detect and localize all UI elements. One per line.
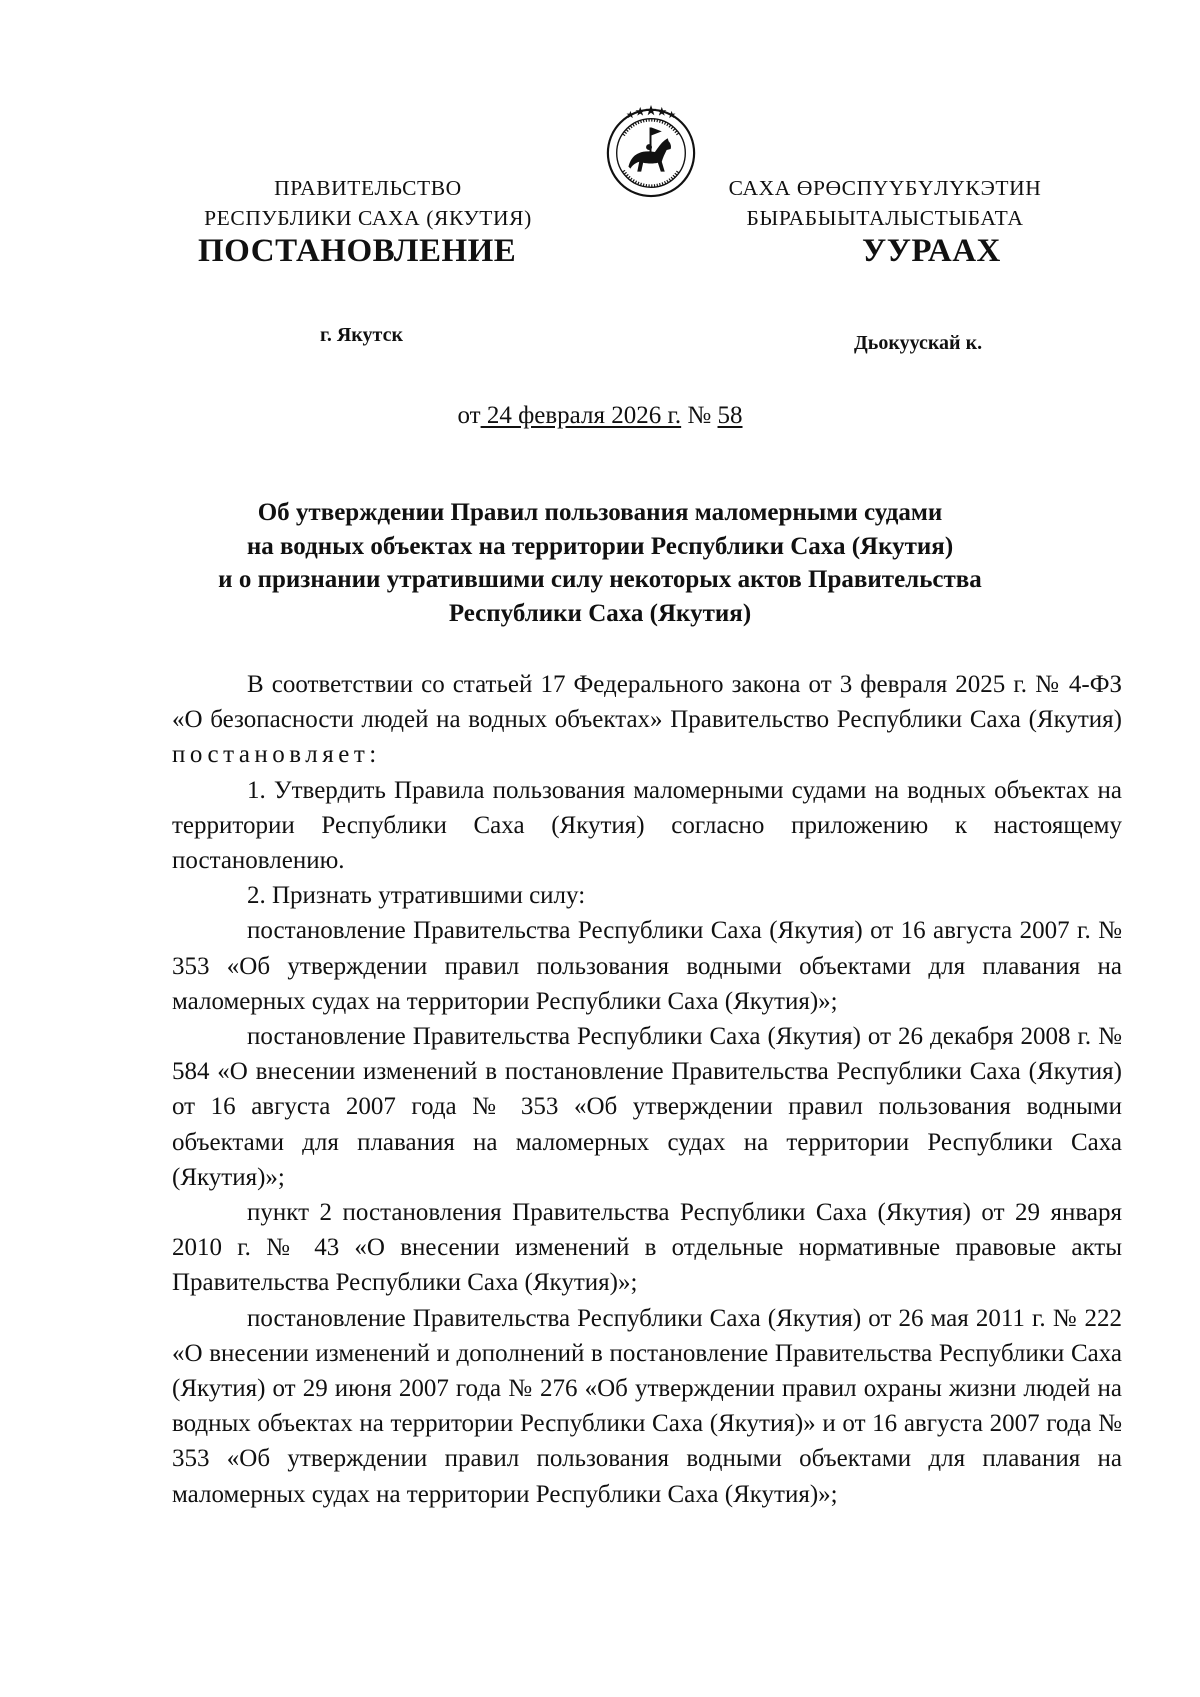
decree-word: постановляет (172, 741, 370, 769)
document-date: 24 февраля 2026 г. (480, 402, 682, 429)
decree-colon: : (369, 741, 377, 769)
document-type-russian: ПОСТАНОВЛЕНИЕ (198, 233, 517, 269)
preamble-text: В соответствии со статьей 17 Федерального закона от 3 февраля 2025 г. № 4-ФЗ «О безопасности людей на водных объектах» Правительство Республики Саха (Якутия) (172, 671, 1122, 734)
repealed-act-2: постановление Правительства Республики Саха (Якутия) от 26 декабря 2008 г. № 584 «О внесении изменений в постановление Правительства Республики Саха (Якутия) от 16 августа 2007 года № 353 «Об утверждении правил пользования водными объектами для плавания на маломерных судах на территории Республики Саха (Якутия)»; (172, 1023, 1122, 1191)
document-number: 58 (717, 402, 743, 429)
repealed-act-3: пункт 2 постановления Правительства Республики Саха (Якутия) от 29 января 2010 г. № 43 «О внесении изменений в отдельные нормативные правовые акты Правительства Республики Саха (Якутия)»; (172, 1199, 1122, 1297)
title-line-1: Об утверждении Правил пользования маломерными судами (257, 499, 943, 526)
repealed-act-4: постановление Правительства Республики Саха (Якутия) от 26 мая 2011 г. № 222 «О внесении изменений и дополнений в постановление Правительства Республики Саха (Якутия) от 29 июня 2007 года № 276 «Об утверждении правил охраны жизни людей на водных объектах на территории Республики Саха (Якутия)» и от 16 августа 2007 года № 353 «Об утверждении правил пользования водными объектами для плавания на маломерных судах на территории Республики Саха (Якутия)»; (172, 1304, 1122, 1508)
repealed-act-1: постановление Правительства Республики Саха (Якутия) от 16 августа 2007 г. № 353 «Об утверждении правил пользования водными объектами для плавания на маломерных судах на территории Республики Саха (Якутия)»; (172, 917, 1122, 1015)
issuer-russian-line-1: ПРАВИТЕЛЬСТВО (274, 176, 462, 200)
sakha-coat-of-arms-icon (602, 102, 700, 200)
issuer-sakha-line-2: БЫРАБЫЫТАЛЫСТЫБАТА (746, 206, 1024, 230)
document-body (172, 667, 1122, 1512)
document-title (160, 496, 1040, 630)
date-prefix: от (457, 402, 481, 429)
item-2-paragraph: 2. Признать утратившими силу: (247, 882, 586, 910)
issuer-sakha (695, 173, 1075, 233)
number-sign: № (681, 402, 718, 429)
document-type-sakha: УУРААХ (862, 233, 1001, 269)
city-sakha: Дьокуускай к. (854, 332, 983, 354)
issuer-russian (178, 173, 558, 233)
city-russian: г. Якутск (320, 324, 403, 346)
title-line-3: и о признании утратившими силу некоторых актов Правительства (218, 566, 982, 593)
issuer-sakha-line-1: САХА ӨРӨСПҮҮБҮЛҮКЭТИН (728, 176, 1042, 200)
title-line-4: Республики Саха (Якутия) (448, 599, 752, 627)
item-1-paragraph: 1. Утвердить Правила пользования маломерными судами на водных объектах на территории Республики Саха (Якутия) согласно приложению к настоящему постановлению. (172, 776, 1122, 875)
title-line-2: на водных объектах на территории Республики Саха (Якутия) (246, 532, 954, 560)
issuer-russian-line-2: РЕСПУБЛИКИ САХА (ЯКУТИЯ) (204, 206, 532, 230)
document-date-number (0, 402, 1200, 430)
preamble-paragraph (172, 667, 1122, 773)
